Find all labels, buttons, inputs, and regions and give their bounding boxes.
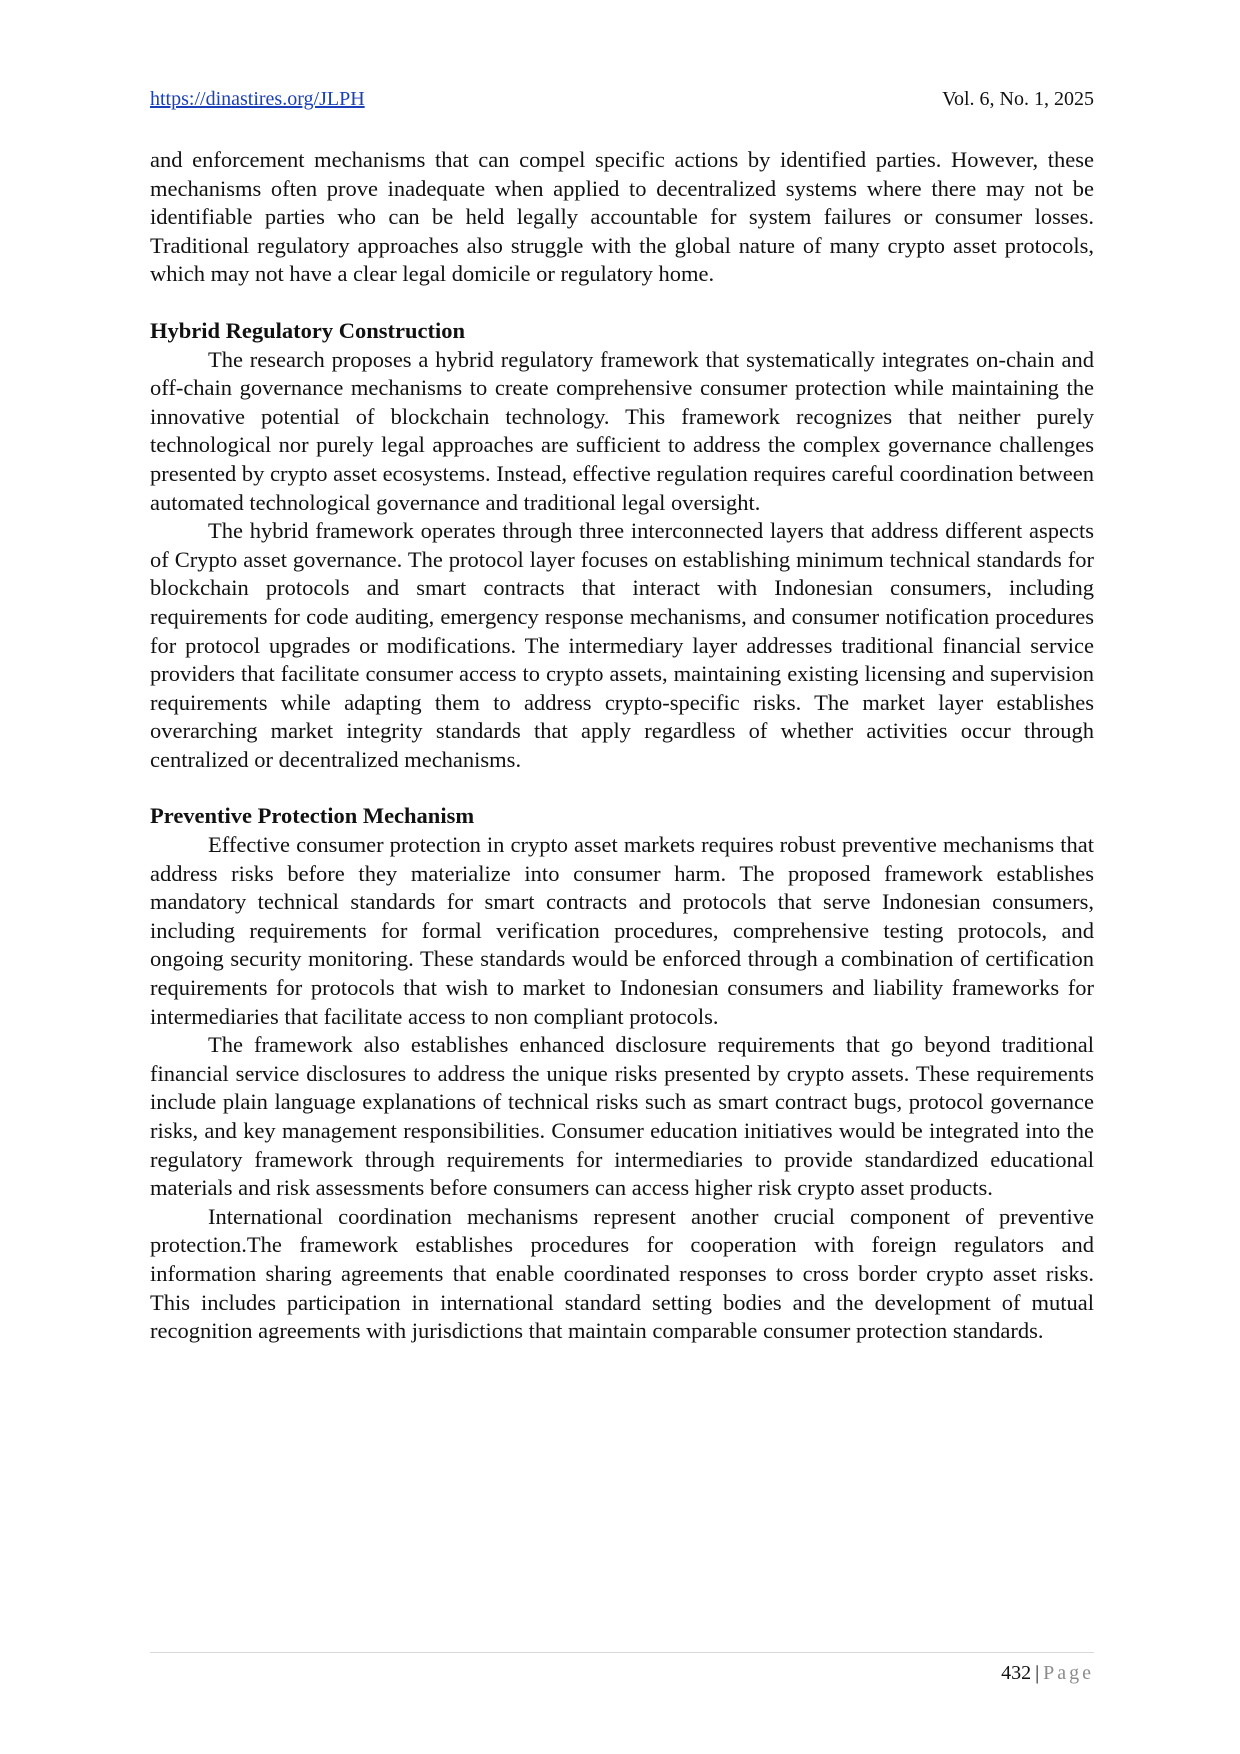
section-heading-preventive-protection-mechanism: Preventive Protection Mechanism	[150, 803, 475, 829]
section-paragraph: Effective consumer protection in crypto asset markets requires robust preventive mechanisms that address risks before they materialize into consumer harm. The proposed framework establishes mandatory technical standards for smart contracts and protocols that serve Indonesian consumers, including requirements for formal verification procedures, comprehensive testing protocols, and ongoing security monitoring. These standards would be enforced through a combination of certification requirements for protocols that wish to market to Indonesian consumers and liability frameworks for intermediaries that facilitate access to non compliant protocols.	[150, 832, 1094, 1029]
page-footer	[1001, 1660, 1094, 1686]
journal-url-link[interactable]: https://dinastires.org/JLPH	[150, 88, 365, 110]
section-paragraph: The research proposes a hybrid regulatory framework that systematically integrates on-chain and off-chain governance mechanisms to create comprehensive consumer protection while maintaining the innovative potential of blockchain technology. This framework recognizes that neither purely technological nor purely legal approaches are sufficient to address the complex governance challenges presented by crypto asset ecosystems. Instead, effective regulation requires careful coordination between automated technological governance and traditional legal oversight.	[150, 346, 1094, 515]
section-heading-hybrid-regulatory-construction: Hybrid Regulatory Construction	[150, 317, 465, 343]
section-paragraph: The hybrid framework operates through three interconnected layers that address different aspects of Crypto asset governance. The protocol layer focuses on establishing minimum technical standards for blockchain protocols and smart contracts that interact with Indonesian consumers, including requirements for code auditing, emergency response mechanisms, and consumer notification procedures for protocol upgrades or modifications. The intermediary layer addresses traditional financial service providers that facilitate consumer access to crypto assets, maintaining existing licensing and supervision requirements while adapting them to address crypto-specific risks. The market layer establishes overarching market integrity standards that apply regardless of whether activities occur through centralized or decentralized mechanisms.	[150, 518, 1094, 772]
page-label: Page	[1043, 1662, 1094, 1684]
footer-divider	[150, 1652, 1094, 1653]
page-header	[150, 86, 1094, 116]
volume-info: Vol. 6, No. 1, 2025	[942, 88, 1094, 110]
page-number: 432	[1001, 1662, 1032, 1684]
intro-paragraph: and enforcement mechanisms that can compel specific actions by identified parties. However, these mechanisms often prove inadequate when applied to decentralized systems where there may not be identifiable parties who can be held legally accountable for system failures or consumer losses. Traditional regulatory approaches also struggle with the global nature of many crypto asset protocols, which may not have a clear legal domicile or regulatory home.	[150, 147, 1094, 287]
section-paragraph: The framework also establishes enhanced disclosure requirements that go beyond traditional financial service disclosures to address the unique risks presented by crypto assets. These requirements include plain language explanations of technical risks such as smart contract bugs, protocol governance risks, and key management responsibilities. Consumer education initiatives would be integrated into the regulatory framework through requirements for intermediaries to provide standardized educational materials and risk assessments before consumers can access higher risk crypto asset products.	[150, 1032, 1094, 1201]
body-content	[150, 146, 1094, 1346]
section-paragraph: International coordination mechanisms represent another crucial component of preventive protection.The framework establishes procedures for cooperation with foreign regulators and information sharing agreements that enable coordinated responses to cross border crypto asset risks. This includes participation in international standard setting bodies and the development of mutual recognition agreements with jurisdictions that maintain comparable consumer protection standards.	[150, 1203, 1094, 1344]
footer-separator: |	[1035, 1662, 1040, 1684]
